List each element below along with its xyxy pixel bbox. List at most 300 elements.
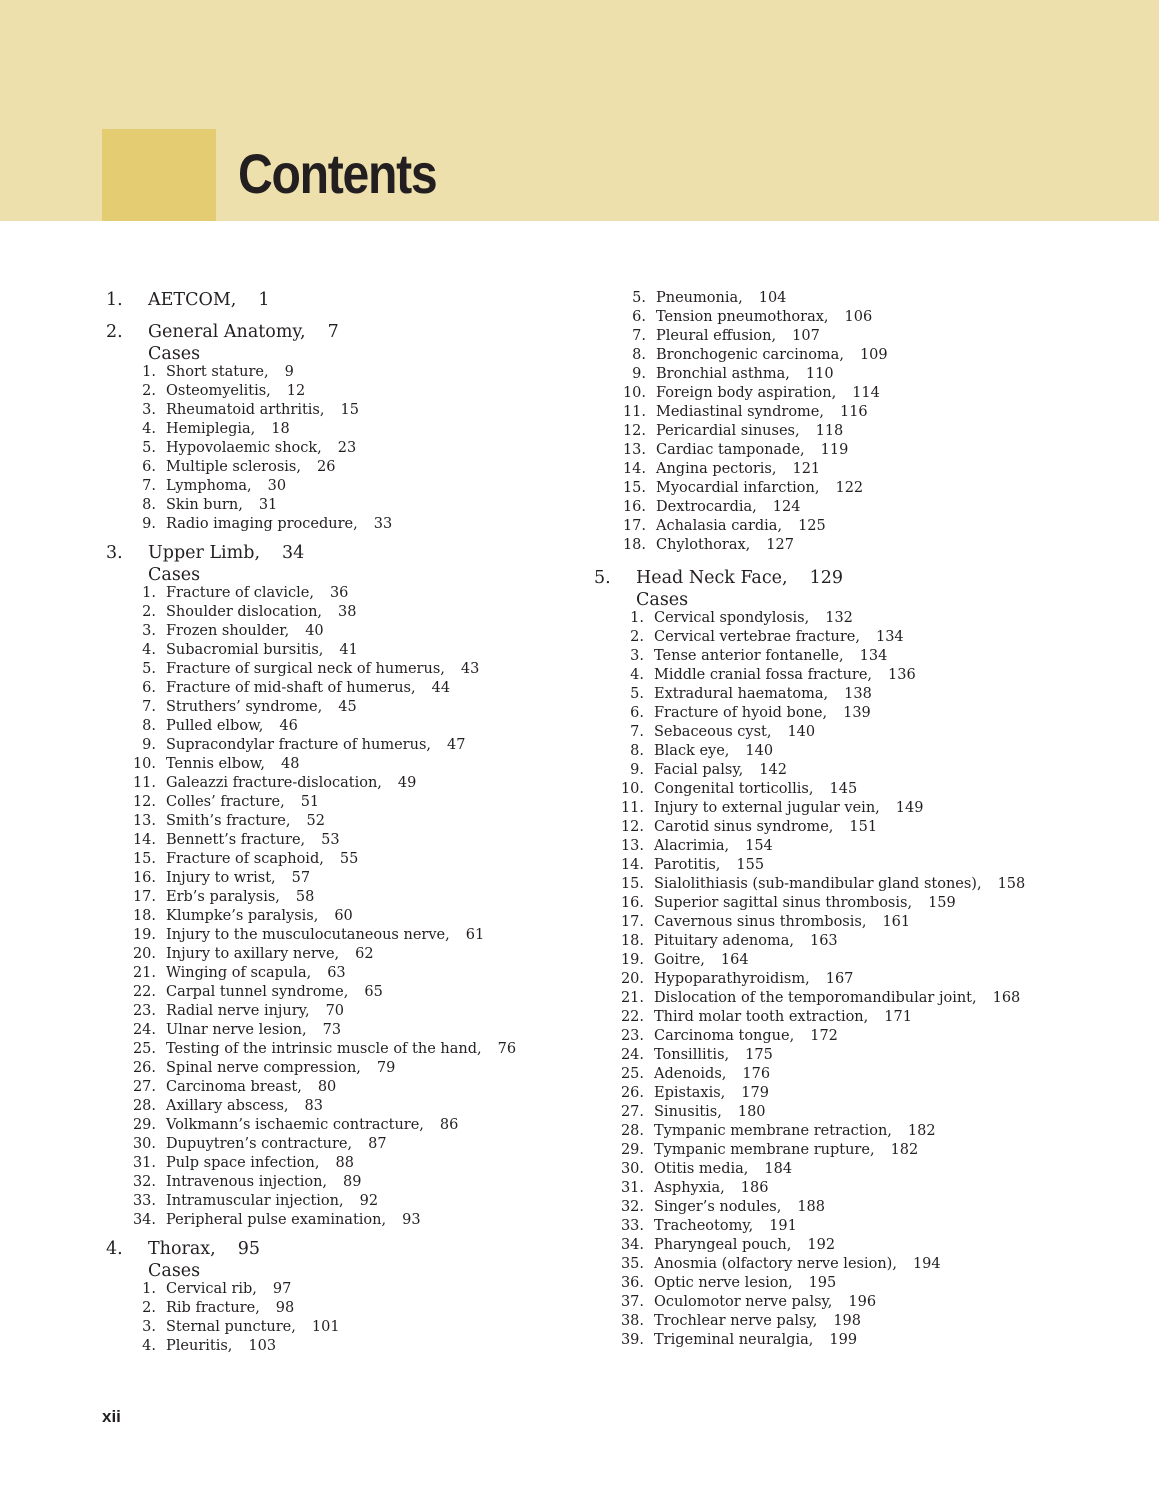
- case-title: Erb’s paralysis,: [166, 889, 280, 905]
- toc-case-entry[interactable]: [594, 385, 1114, 404]
- case-title: Tympanic membrane retraction,: [654, 1123, 892, 1139]
- case-number: 34.: [132, 1212, 156, 1228]
- case-page-number: 44: [431, 680, 451, 696]
- toc-case-entry[interactable]: [106, 794, 586, 813]
- chapter-number: 5.: [594, 568, 611, 588]
- case-title: Cervical spondylosis,: [654, 610, 810, 626]
- case-title: Winging of scapula,: [166, 965, 312, 981]
- case-title: Carcinoma tongue,: [654, 1028, 795, 1044]
- toc-case-entry[interactable]: [594, 1256, 1114, 1275]
- case-number: 16.: [620, 895, 644, 911]
- case-page-number: 163: [809, 933, 838, 949]
- case-list: [106, 364, 586, 535]
- case-page-number: 98: [275, 1300, 295, 1316]
- case-number: 33.: [132, 1193, 156, 1209]
- case-number: 32.: [132, 1174, 156, 1190]
- case-number: 12.: [132, 794, 156, 810]
- case-number: 24.: [132, 1022, 156, 1038]
- toc-case-entry[interactable]: [594, 537, 1114, 556]
- case-page-number: 58: [295, 889, 315, 905]
- case-page-number: 104: [758, 290, 787, 306]
- toc-case-entry[interactable]: [106, 642, 586, 661]
- cases-label: Cases: [636, 590, 689, 610]
- case-title: Dislocation of the temporomandibular joint,: [654, 990, 977, 1006]
- case-number: 4.: [630, 667, 644, 683]
- case-number: 13.: [132, 813, 156, 829]
- case-page-number: 63: [327, 965, 346, 981]
- case-page-number: 186: [740, 1180, 769, 1196]
- toc-case-entry[interactable]: [594, 1180, 1114, 1199]
- case-page-number: 139: [843, 705, 871, 721]
- chapter-page-number: 95: [237, 1239, 260, 1259]
- toc-case-entry[interactable]: [106, 383, 586, 402]
- toc-case-entry[interactable]: [594, 914, 1114, 933]
- case-number: 29.: [132, 1117, 156, 1133]
- case-page-number: 184: [764, 1161, 793, 1177]
- case-title: Galeazzi fracture-dislocation,: [166, 775, 382, 791]
- chapter-page-number: 1: [258, 290, 270, 310]
- case-title: Multiple sclerosis,: [166, 459, 301, 475]
- toc-case-entry[interactable]: [594, 1028, 1114, 1047]
- case-number: 25.: [132, 1041, 156, 1057]
- toc-case-entry[interactable]: [594, 876, 1114, 895]
- toc-case-entry[interactable]: [594, 499, 1114, 518]
- toc-case-entry[interactable]: [594, 762, 1114, 781]
- case-title: Mediastinal syndrome,: [656, 404, 824, 420]
- case-number: 23.: [620, 1028, 644, 1044]
- toc-case-entry[interactable]: [106, 421, 586, 440]
- case-number: 1.: [142, 1281, 156, 1297]
- toc-case-entry[interactable]: [106, 1212, 586, 1231]
- toc-case-entry[interactable]: [106, 889, 586, 908]
- case-title: Sialolithiasis (sub-mandibular gland stones),: [654, 876, 982, 892]
- toc-case-entry[interactable]: [594, 648, 1114, 667]
- case-page-number: 101: [311, 1319, 340, 1335]
- case-title: Injury to wrist,: [166, 870, 276, 886]
- case-title: Tension pneumothorax,: [656, 309, 829, 325]
- case-title: Pleural effusion,: [656, 328, 777, 344]
- case-page-number: 52: [306, 813, 325, 829]
- case-page-number: 97: [272, 1281, 292, 1297]
- case-title: Peripheral pulse examination,: [166, 1212, 387, 1228]
- toc-case-entry[interactable]: [594, 1123, 1114, 1142]
- case-title: Extradural haematoma,: [654, 686, 829, 702]
- case-number: 17.: [622, 518, 646, 534]
- case-page-number: 18: [271, 421, 290, 437]
- case-number: 1.: [142, 364, 156, 380]
- toc-case-entry[interactable]: [106, 680, 586, 699]
- toc-case-entry[interactable]: [106, 1079, 586, 1098]
- chapter-heading[interactable]: [106, 290, 586, 314]
- case-list: [106, 1281, 586, 1357]
- case-title: Spinal nerve compression,: [166, 1060, 361, 1076]
- case-title: Radio imaging procedure,: [166, 516, 358, 532]
- case-title: Fracture of mid-shaft of humerus,: [166, 680, 416, 696]
- toc-case-entry[interactable]: [594, 743, 1114, 762]
- case-page-number: 106: [844, 309, 873, 325]
- toc-case-entry[interactable]: [106, 965, 586, 984]
- case-page-number: 180: [737, 1104, 766, 1120]
- chapter-number: 1.: [106, 290, 123, 310]
- case-page-number: 145: [829, 781, 858, 797]
- case-number: 37.: [620, 1294, 644, 1310]
- case-page-number: 182: [907, 1123, 936, 1139]
- case-number: 24.: [620, 1047, 644, 1063]
- toc-case-entry[interactable]: [594, 442, 1114, 461]
- case-number: 39.: [620, 1332, 644, 1348]
- case-number: 18.: [132, 908, 156, 924]
- case-title: Epistaxis,: [654, 1085, 726, 1101]
- case-title: Fracture of scaphoid,: [166, 851, 324, 867]
- case-title: Achalasia cardia,: [656, 518, 783, 534]
- toc-case-entry[interactable]: [594, 290, 1114, 309]
- case-title: Shoulder dislocation,: [166, 604, 323, 620]
- toc-case-entry[interactable]: [594, 667, 1114, 686]
- case-title: Struthers’ syndrome,: [166, 699, 323, 715]
- toc-case-entry[interactable]: [106, 908, 586, 927]
- case-title: Dupuytren’s contracture,: [166, 1136, 353, 1152]
- toc-case-entry[interactable]: [106, 1155, 586, 1174]
- toc-chapter: [106, 543, 586, 1231]
- case-title: Trochlear nerve palsy,: [654, 1313, 818, 1329]
- case-page-number: 62: [355, 946, 374, 962]
- case-page-number: 122: [835, 480, 864, 496]
- case-page-number: 43: [460, 661, 480, 677]
- case-number: 2.: [142, 604, 156, 620]
- case-title: Chylothorax,: [656, 537, 751, 553]
- toc-case-entry[interactable]: [106, 364, 586, 383]
- case-number: 2.: [142, 383, 156, 399]
- case-title: Sebaceous cyst,: [654, 724, 772, 740]
- toc-case-entry[interactable]: [106, 459, 586, 478]
- toc-case-entry[interactable]: [106, 1060, 586, 1079]
- case-number: 20.: [132, 946, 156, 962]
- case-title: Fracture of hyoid bone,: [654, 705, 828, 721]
- toc-case-entry[interactable]: [594, 1085, 1114, 1104]
- toc-case-entry[interactable]: [106, 1193, 586, 1212]
- case-page-number: 124: [772, 499, 801, 515]
- case-number: 33.: [620, 1218, 644, 1234]
- toc-case-entry[interactable]: [106, 927, 586, 946]
- case-page-number: 127: [766, 537, 794, 553]
- case-page-number: 73: [322, 1022, 342, 1038]
- toc-case-entry[interactable]: [594, 1332, 1114, 1351]
- toc-case-entry[interactable]: [594, 819, 1114, 838]
- toc-case-entry[interactable]: [594, 518, 1114, 537]
- toc-case-entry[interactable]: [106, 870, 586, 889]
- case-page-number: 154: [745, 838, 773, 854]
- toc-case-entry[interactable]: [594, 1047, 1114, 1066]
- toc-case-entry[interactable]: [594, 1199, 1114, 1218]
- toc-case-entry[interactable]: [594, 857, 1114, 876]
- case-number: 11.: [622, 404, 646, 420]
- toc-case-entry[interactable]: [106, 1003, 586, 1022]
- case-page-number: 47: [447, 737, 466, 753]
- case-page-number: 182: [890, 1142, 919, 1158]
- toc-case-entry[interactable]: [594, 1161, 1114, 1180]
- toc-case-entry[interactable]: [594, 686, 1114, 705]
- toc-chapter: [106, 290, 586, 314]
- case-title: Hemiplegia,: [166, 421, 256, 437]
- case-page-number: 83: [304, 1098, 323, 1114]
- case-number: 9.: [142, 737, 156, 753]
- toc-case-entry[interactable]: [106, 775, 586, 794]
- case-title: Optic nerve lesion,: [654, 1275, 793, 1291]
- toc-case-entry[interactable]: [594, 480, 1114, 499]
- case-title: Alacrimia,: [654, 838, 730, 854]
- case-number: 4.: [142, 1338, 156, 1354]
- case-title: Third molar tooth extraction,: [654, 1009, 869, 1025]
- case-number: 8.: [632, 347, 646, 363]
- header-accent-block: [102, 129, 216, 221]
- toc-case-entry[interactable]: [594, 629, 1114, 648]
- case-page-number: 45: [338, 699, 357, 715]
- case-page-number: 26: [316, 459, 336, 475]
- case-title: Tennis elbow,: [166, 756, 266, 772]
- case-number: 5.: [142, 661, 156, 677]
- toc-case-entry[interactable]: [594, 423, 1114, 442]
- toc-case-entry[interactable]: [594, 781, 1114, 800]
- toc-case-entry[interactable]: [594, 990, 1114, 1009]
- toc-case-entry[interactable]: [106, 440, 586, 459]
- toc-case-entry[interactable]: [106, 946, 586, 965]
- toc-chapter: [594, 568, 1114, 1351]
- chapter-page-number: 34: [282, 543, 305, 563]
- case-title: Intramuscular injection,: [166, 1193, 344, 1209]
- case-number: 13.: [622, 442, 646, 458]
- toc-case-entry[interactable]: [594, 1294, 1114, 1313]
- toc-case-entry[interactable]: [594, 1313, 1114, 1332]
- toc-case-entry[interactable]: [106, 718, 586, 737]
- case-title: Hypoparathyroidism,: [654, 971, 810, 987]
- case-number: 6.: [142, 680, 156, 696]
- case-title: Tonsillitis,: [654, 1047, 730, 1063]
- case-page-number: 9: [284, 364, 294, 380]
- case-number: 27.: [132, 1079, 156, 1095]
- toc-case-entry[interactable]: [594, 1009, 1114, 1028]
- toc-case-entry[interactable]: [106, 1174, 586, 1193]
- chapter-title: AETCOM,: [148, 290, 237, 310]
- toc-case-entry[interactable]: [594, 347, 1114, 366]
- toc-case-entry[interactable]: [594, 404, 1114, 423]
- toc-case-entry[interactable]: [106, 516, 586, 535]
- toc-case-entry[interactable]: [594, 895, 1114, 914]
- case-number: 28.: [620, 1123, 644, 1139]
- case-page-number: 175: [745, 1047, 773, 1063]
- toc-case-entry[interactable]: [594, 1104, 1114, 1123]
- case-number: 5.: [632, 290, 646, 306]
- case-page-number: 151: [849, 819, 878, 835]
- toc-case-entry[interactable]: [594, 610, 1114, 629]
- case-page-number: 103: [248, 1338, 277, 1354]
- case-page-number: 61: [465, 927, 485, 943]
- case-page-number: 55: [339, 851, 359, 867]
- case-title: Skin burn,: [166, 497, 243, 513]
- toc-case-entry[interactable]: [594, 838, 1114, 857]
- case-page-number: 89: [343, 1174, 362, 1190]
- case-number: 5.: [142, 440, 156, 456]
- toc-case-entry[interactable]: [106, 737, 586, 756]
- case-title: Myocardial infarction,: [656, 480, 820, 496]
- case-title: Lymphoma,: [166, 478, 252, 494]
- toc-case-entry[interactable]: [106, 756, 586, 775]
- chapter-heading[interactable]: [106, 1239, 586, 1263]
- toc-case-entry[interactable]: [106, 1117, 586, 1136]
- case-page-number: 70: [325, 1003, 345, 1019]
- toc-case-entry[interactable]: [594, 461, 1114, 480]
- case-title: Angina pectoris,: [656, 461, 777, 477]
- case-title: Parotitis,: [654, 857, 721, 873]
- case-title: Frozen shoulder,: [166, 623, 290, 639]
- toc-case-entry[interactable]: [106, 1098, 586, 1117]
- case-number: 3.: [142, 402, 156, 418]
- case-title: Pharyngeal pouch,: [654, 1237, 792, 1253]
- case-number: 3.: [142, 623, 156, 639]
- case-number: 8.: [142, 718, 156, 734]
- case-title: Goitre,: [654, 952, 705, 968]
- chapter-heading[interactable]: [106, 322, 586, 346]
- case-number: 4.: [142, 421, 156, 437]
- toc-case-entry[interactable]: [106, 661, 586, 680]
- chapter-number: 4.: [106, 1239, 123, 1259]
- case-title: Oculomotor nerve palsy,: [654, 1294, 833, 1310]
- toc-case-entry[interactable]: [594, 328, 1114, 347]
- case-page-number: 158: [997, 876, 1026, 892]
- toc-case-entry[interactable]: [106, 402, 586, 421]
- case-page-number: 136: [888, 667, 916, 683]
- case-page-number: 149: [895, 800, 924, 816]
- toc-case-entry[interactable]: [106, 1022, 586, 1041]
- case-title: Facial palsy,: [654, 762, 744, 778]
- case-number: 15.: [622, 480, 646, 496]
- case-page-number: 31: [258, 497, 278, 513]
- case-number: 36.: [620, 1275, 644, 1291]
- case-title: Carcinoma breast,: [166, 1079, 302, 1095]
- case-number: 11.: [132, 775, 156, 791]
- chapter-heading[interactable]: [594, 568, 1114, 592]
- case-title: Axillary abscess,: [166, 1098, 289, 1114]
- case-page-number: 36: [329, 585, 349, 601]
- toc-case-entry[interactable]: [594, 971, 1114, 990]
- toc-case-entry[interactable]: [106, 1281, 586, 1300]
- thorax-cases-continued: [594, 290, 1114, 556]
- case-title: Cervical vertebrae fracture,: [654, 629, 860, 645]
- toc-case-entry[interactable]: [106, 699, 586, 718]
- toc-case-entry[interactable]: [106, 623, 586, 642]
- toc-case-entry[interactable]: [106, 1319, 586, 1338]
- case-title: Injury to the musculocutaneous nerve,: [166, 927, 450, 943]
- chapter-number: 2.: [106, 322, 123, 342]
- toc-case-entry[interactable]: [106, 1338, 586, 1357]
- toc-case-entry[interactable]: [106, 604, 586, 623]
- case-number: 9.: [632, 366, 646, 382]
- case-title: Intravenous injection,: [166, 1174, 328, 1190]
- case-title: Rheumatoid arthritis,: [166, 402, 325, 418]
- toc-case-entry[interactable]: [106, 1041, 586, 1060]
- case-title: Pulp space infection,: [166, 1155, 320, 1171]
- case-title: Adenoids,: [654, 1066, 727, 1082]
- chapter-title: Thorax,: [148, 1239, 216, 1259]
- toc-case-entry[interactable]: [594, 705, 1114, 724]
- chapter-title: Upper Limb,: [148, 543, 261, 563]
- case-number: 14.: [620, 857, 644, 873]
- case-page-number: 188: [797, 1199, 826, 1215]
- case-page-number: 194: [912, 1256, 941, 1272]
- case-page-number: 33: [373, 516, 393, 532]
- toc-case-entry[interactable]: [594, 933, 1114, 952]
- toc-case-entry[interactable]: [106, 478, 586, 497]
- chapter-heading[interactable]: [106, 543, 586, 567]
- cases-label: Cases: [148, 565, 201, 585]
- case-title: Tense anterior fontanelle,: [654, 648, 844, 664]
- case-title: Cavernous sinus thrombosis,: [654, 914, 867, 930]
- toc-case-entry[interactable]: [106, 585, 586, 604]
- case-number: 10.: [620, 781, 644, 797]
- case-number: 21.: [132, 965, 156, 981]
- toc-case-entry[interactable]: [106, 1300, 586, 1319]
- case-number: 15.: [620, 876, 644, 892]
- case-number: 35.: [620, 1256, 644, 1272]
- toc-case-entry[interactable]: [106, 497, 586, 516]
- case-title: Pituitary adenoma,: [654, 933, 794, 949]
- toc-case-entry[interactable]: [106, 851, 586, 870]
- toc-case-entry[interactable]: [594, 309, 1114, 328]
- toc-case-entry[interactable]: [106, 984, 586, 1003]
- case-title: Bronchogenic carcinoma,: [656, 347, 844, 363]
- toc-case-entry[interactable]: [594, 1142, 1114, 1161]
- chapter-page-number: 7: [327, 322, 339, 342]
- case-title: Asphyxia,: [654, 1180, 725, 1196]
- toc-case-entry[interactable]: [594, 1066, 1114, 1085]
- case-page-number: 199: [829, 1332, 858, 1348]
- case-page-number: 110: [805, 366, 834, 382]
- toc-case-entry[interactable]: [594, 1275, 1114, 1294]
- case-page-number: 195: [808, 1275, 837, 1291]
- case-title: Black eye,: [654, 743, 730, 759]
- toc-case-entry[interactable]: [594, 1218, 1114, 1237]
- case-number: 20.: [620, 971, 644, 987]
- case-title: Dextrocardia,: [656, 499, 757, 515]
- toc-case-entry[interactable]: [106, 813, 586, 832]
- toc-case-entry[interactable]: [594, 952, 1114, 971]
- toc-case-entry[interactable]: [106, 1136, 586, 1155]
- case-title: Anosmia (olfactory nerve lesion),: [654, 1256, 897, 1272]
- case-page-number: 164: [720, 952, 749, 968]
- case-title: Carotid sinus syndrome,: [654, 819, 834, 835]
- case-page-number: 57: [291, 870, 311, 886]
- case-number: 8.: [142, 497, 156, 513]
- toc-right-column: [594, 290, 1114, 1351]
- case-title: Otitis media,: [654, 1161, 749, 1177]
- case-title: Pulled elbow,: [166, 718, 264, 734]
- chapter-title: Head Neck Face,: [636, 568, 788, 588]
- case-number: 1.: [142, 585, 156, 601]
- case-number: 17.: [132, 889, 156, 905]
- case-title: Fracture of surgical neck of humerus,: [166, 661, 445, 677]
- case-page-number: 93: [402, 1212, 421, 1228]
- case-page-number: 176: [742, 1066, 771, 1082]
- toc-case-entry[interactable]: [594, 366, 1114, 385]
- toc-case-entry[interactable]: [594, 800, 1114, 819]
- case-number: 6.: [142, 459, 156, 475]
- case-number: 3.: [142, 1319, 156, 1335]
- case-title: Trigeminal neuralgia,: [654, 1332, 814, 1348]
- case-title: Subacromial bursitis,: [166, 642, 324, 658]
- toc-case-entry[interactable]: [594, 724, 1114, 743]
- toc-case-entry[interactable]: [106, 832, 586, 851]
- toc-case-entry[interactable]: [594, 1237, 1114, 1256]
- case-page-number: 119: [820, 442, 849, 458]
